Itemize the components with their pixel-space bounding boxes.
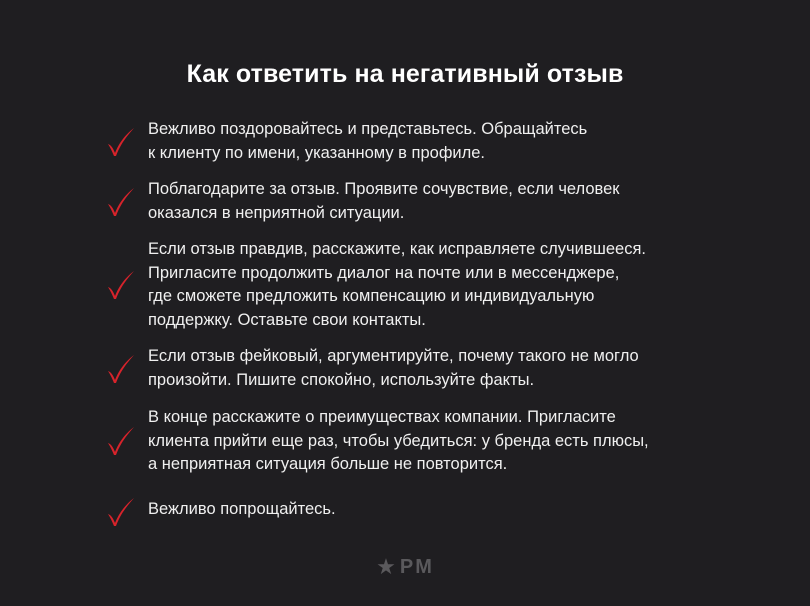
checkmark-icon [104, 352, 138, 386]
checkmark-icon [104, 268, 138, 302]
brand-logo [0, 554, 810, 580]
list-item-text: Поблагодарите за отзыв. Проявите сочувствие, если человек оказался в неприятной ситуации. [148, 180, 620, 222]
checkmark-icon [104, 125, 138, 159]
list-item-text: Вежливо попрощайтесь. [148, 500, 336, 518]
checkmark-icon [104, 495, 138, 529]
list-item-text: Вежливо поздоровайтесь и представьтесь. Обращайтесь к клиенту по имени, указанному в профиле. [148, 120, 588, 162]
checkmark-icon [104, 424, 138, 458]
checkmark-icon [104, 185, 138, 219]
page-title: Как ответить на негативный отзыв [186, 60, 624, 88]
list-item-text: Если отзыв правдив, расскажите, как исправляете случившееся. Пригласите продолжить диалог на почте или в мессенджере, где сможете предложить компенсацию и индивидуальную поддержку. Оставьте свои контакты. [148, 240, 646, 329]
list-item-text: В конце расскажите о преимуществах компании. Пригласите клиента прийти еще раз, чтобы убедиться: у бренда есть плюсы, а неприятная ситуация больше не повторится. [148, 408, 649, 473]
list-item-text: Если отзыв фейковый, аргументируйте, почему такого не могло произойти. Пишите спокойно, используйте факты. [148, 347, 639, 389]
logo-text: PM [399, 556, 434, 578]
star-icon: ★ [376, 554, 398, 579]
